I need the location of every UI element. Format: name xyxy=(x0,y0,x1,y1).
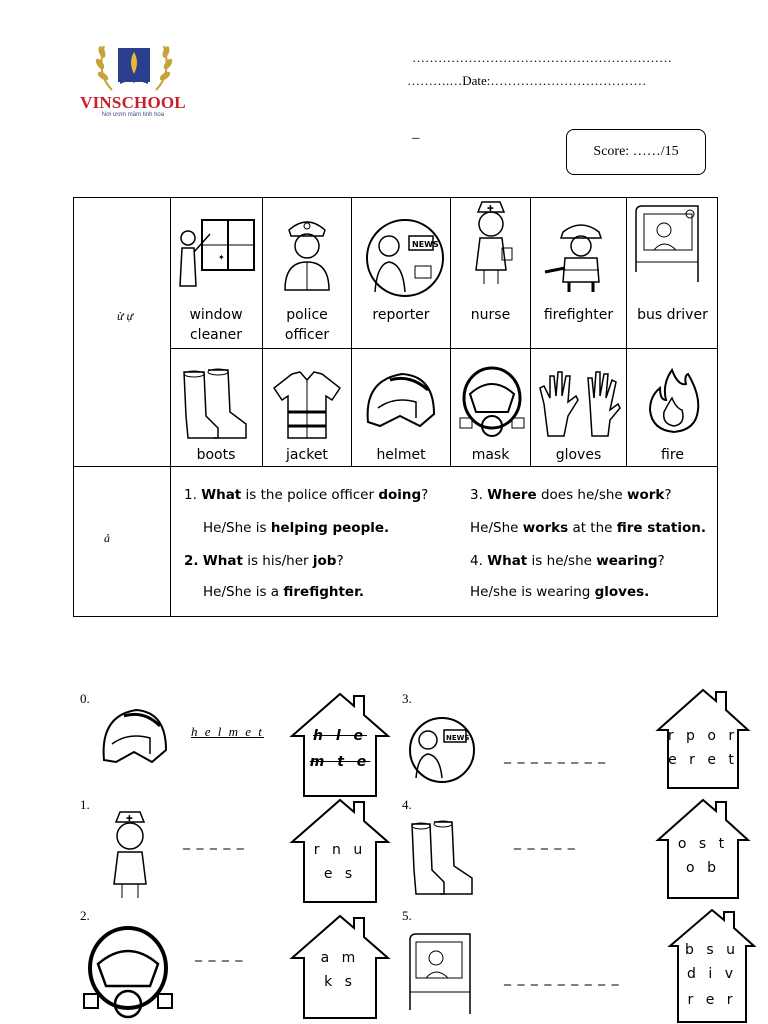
exercise-number: 3. xyxy=(402,691,412,706)
exercise-number: 4. xyxy=(402,797,412,812)
answer-2: He/She is a firefighter. xyxy=(203,584,364,600)
exercise-number: 5. xyxy=(402,908,412,923)
letter-house-2: a m k s xyxy=(288,912,392,1022)
exercise-number: 1. xyxy=(80,797,90,812)
window-cleaner-image xyxy=(174,214,258,294)
exercise-number: 0. xyxy=(80,691,90,706)
boots-image xyxy=(406,820,478,900)
question-3: 3. Where does he/she work? xyxy=(470,487,672,503)
job-label-nurse: nurse xyxy=(470,307,511,323)
name-line: …………………………………………………… xyxy=(412,50,672,65)
answer-blank[interactable]: _ _ _ _ _ xyxy=(514,834,576,850)
reporter-image xyxy=(404,714,476,786)
dash: – xyxy=(412,130,420,146)
exercise-number: 2. xyxy=(80,908,90,923)
nurse-image xyxy=(100,808,160,902)
date-line: ……….…Date:……………………………… xyxy=(407,73,647,88)
answer-blank[interactable]: _ _ _ _ xyxy=(195,946,244,962)
fire-image xyxy=(644,366,702,436)
item-label-helmet: helmet xyxy=(376,447,426,463)
job-label-firefighter: firefighter xyxy=(543,307,614,323)
answer-1: He/She is helping people. xyxy=(203,520,390,536)
job-label-reporter: reporter xyxy=(372,307,430,323)
questions-row-label: ả xyxy=(104,531,110,545)
svg-text:✦: ✦ xyxy=(218,253,225,262)
helmet-image xyxy=(96,700,170,776)
jobs-row-label: ừ ự xyxy=(117,309,134,323)
svg-text:NEWS: NEWS xyxy=(412,240,439,249)
answer-blank[interactable]: _ _ _ _ _ _ _ _ _ xyxy=(504,970,620,986)
item-label-gloves: gloves xyxy=(555,447,602,463)
score-box: Score: ……/15 xyxy=(566,129,706,175)
bus-driver-image xyxy=(632,202,702,286)
item-label-jacket: jacket xyxy=(286,447,328,463)
svg-text:✚: ✚ xyxy=(487,204,494,213)
item-label-boots: boots xyxy=(196,447,236,463)
firefighter-image xyxy=(539,214,621,296)
question-2: 2. What is his/her job? xyxy=(184,553,344,569)
question-1: 1. What is the police officer doing? xyxy=(184,487,429,503)
letter-house-0: h l e m t e xyxy=(288,690,392,800)
boots-image xyxy=(178,368,254,442)
mask-image xyxy=(458,364,526,446)
jacket-image xyxy=(270,368,344,442)
vocabulary-table xyxy=(73,197,718,617)
job-label-police-officer: police officer xyxy=(284,307,330,343)
job-label-window-cleaner: window cleaner xyxy=(189,307,243,343)
letter-house-4: o s t o b xyxy=(654,796,752,902)
helmet-image xyxy=(360,366,440,438)
answer-4: He/she is wearing gloves. xyxy=(470,584,650,600)
job-label-bus-driver: bus driver xyxy=(637,307,708,323)
nurse-image xyxy=(456,198,526,288)
gloves-image xyxy=(534,364,624,442)
logo-tagline: Nơi ươm mầm tinh hoa xyxy=(101,112,165,118)
example-answer: h e l m e t xyxy=(191,724,264,739)
bus-driver-image xyxy=(406,930,474,1016)
item-label-mask: mask xyxy=(471,447,510,463)
item-label-fire: fire xyxy=(661,447,684,463)
answer-blank[interactable]: _ _ _ _ _ xyxy=(183,834,245,850)
police-officer-image xyxy=(269,214,345,294)
answer-blank[interactable]: _ _ _ _ _ _ _ _ xyxy=(504,748,607,764)
svg-text:NEWS: NEWS xyxy=(446,734,470,742)
question-4: 4. What is he/she wearing? xyxy=(470,553,665,569)
answer-3: He/She works at the fire station. xyxy=(470,520,706,536)
letter-house-5: b s u d i v r e r xyxy=(666,906,758,1024)
letter-house-3: r p o r e r e t xyxy=(654,686,752,792)
svg-text:✚: ✚ xyxy=(126,814,133,823)
mask-image xyxy=(82,924,174,1022)
reporter-image xyxy=(359,214,445,300)
letter-house-1: r n u e s xyxy=(288,796,392,906)
logo-text: VINSCHOOL xyxy=(80,93,186,112)
